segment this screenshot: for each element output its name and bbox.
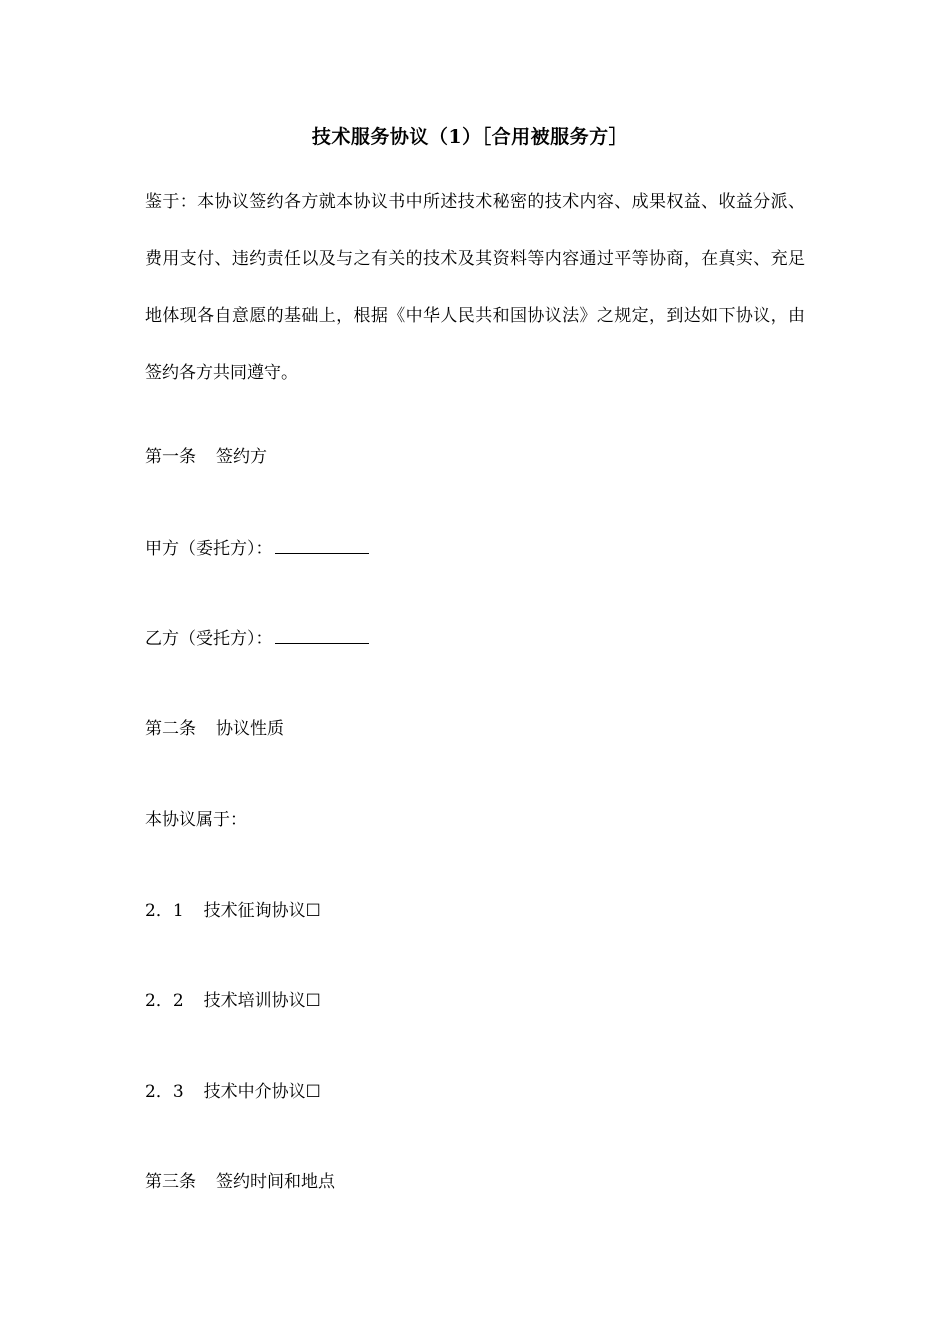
- checkbox-icon[interactable]: ☐: [305, 1082, 321, 1102]
- checkbox-icon[interactable]: ☐: [305, 991, 321, 1011]
- option-number: 2．2: [145, 991, 184, 1011]
- option-label: 技术培训协议: [203, 991, 306, 1011]
- option-row: [145, 986, 321, 1011]
- party-b-line: [145, 624, 369, 649]
- article-1-heading: [145, 442, 267, 467]
- option-row: [145, 1077, 321, 1102]
- article-2-title: 协议性质: [216, 719, 284, 739]
- article-3-title: 签约时间和地点: [216, 1172, 335, 1192]
- option-label: 技术中介协议: [203, 1082, 306, 1102]
- checkbox-icon[interactable]: ☐: [305, 901, 321, 921]
- party-a-label: 甲方（委托方）：: [145, 539, 273, 559]
- option-number: 2．1: [145, 901, 184, 921]
- article-2-heading: [145, 714, 284, 739]
- option-row: [145, 896, 321, 921]
- article-1-title: 签约方: [216, 447, 267, 467]
- article-2-number: 第二条: [145, 719, 196, 739]
- article-3-heading: [145, 1167, 335, 1192]
- document-title: 技术服务协议（1）［合用被服务方］: [311, 126, 629, 148]
- belongs-to-text: 本协议属于：: [145, 810, 247, 830]
- intro-paragraph: 鉴于：本协议签约各方就本协议书中所述技术秘密的技术内容、成果权益、收益分派、费用支付、违约责任以及与之有关的技术及其资料等内容通过平等协商，在真实、充足地体现各自意愿的基础上，根据《中华人民共和国协议法》之规定，到达如下协议，由签约各方共同遵守。: [145, 192, 805, 383]
- article-1-number: 第一条: [145, 447, 196, 467]
- party-a-blank[interactable]: [275, 536, 369, 554]
- party-a-line: [145, 534, 369, 559]
- option-number: 2．3: [145, 1082, 184, 1102]
- party-b-blank[interactable]: [275, 626, 369, 644]
- option-label: 技术征询协议: [203, 901, 306, 921]
- party-b-label: 乙方（受托方）：: [145, 629, 273, 649]
- article-3-number: 第三条: [145, 1172, 196, 1192]
